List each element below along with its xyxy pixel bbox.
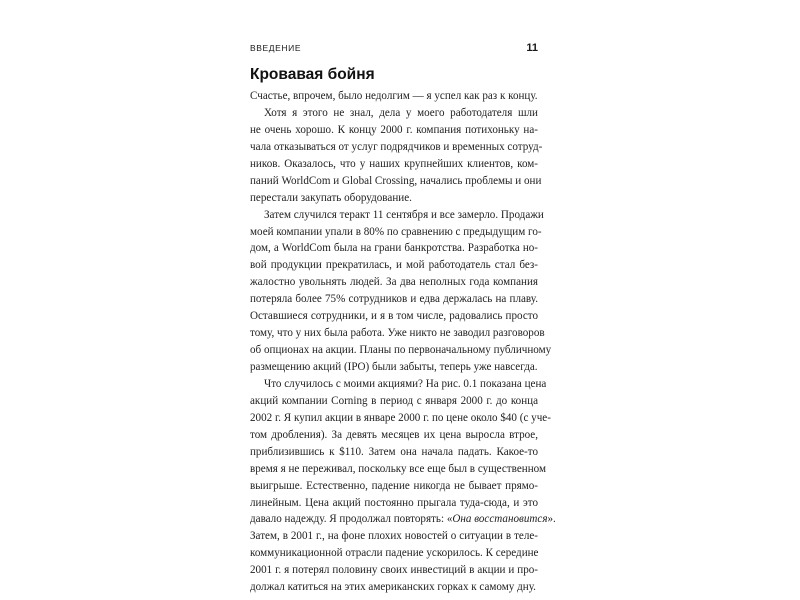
paragraph-4-line: акций компании Corning в период с января 2000 г. до конца <box>250 394 538 407</box>
paragraph-4-line: линейным. Цена акций постоянно прыгала туда-сюда, и это <box>250 496 538 509</box>
paragraph-3-line: дом, а WorldCom была на грани банкротства. Разработка но- <box>250 242 538 255</box>
paragraph-4-line: Затем, в 2001 г., на фоне плохих новостей о ситуации в теле- <box>250 530 538 543</box>
paragraph-4-line: должал катиться на этих американских горках к самому дну. <box>250 581 536 594</box>
paragraph-4-line: выигрыше. Естественно, падение никогда не бывает прямо- <box>250 479 538 492</box>
paragraph-2-line: перестали закупать оборудование. <box>250 191 412 204</box>
paragraph-3-line: жалостно увольнять людей. За два неполных года компания <box>250 276 538 289</box>
paragraph-3-line: Затем случился теракт 11 сентября и все замерло. Продажи <box>264 208 544 221</box>
paragraph-3-line: размещению акций (IPO) были забыты, теперь уже навсегда. <box>250 361 538 373</box>
paragraph-2-line: паний WorldCom и Global Crossing, начались проблемы и они <box>250 174 542 187</box>
paragraph-4-line <box>250 511 556 528</box>
paragraph-2-line: Хотя я этого не знал, дела у моего работодателя шли <box>264 106 538 119</box>
paragraph-4-line: коммуникационной отрасли падение ускорилось. К середине <box>250 547 539 560</box>
paragraph-3-line: Оставшиеся сотрудники, и я в том числе, радовались просто <box>250 310 538 323</box>
paragraph-2-line: чала отказываться от услуг подрядчиков и временных сотруд- <box>250 140 543 153</box>
paragraph-3-line: тому, что у них была работа. Уже никто не заводил разговоров <box>250 327 545 340</box>
paragraph-2-line: ников. Оказалось, что у наших крупнейших клиентов, ком- <box>250 157 538 170</box>
paragraph-4-line: 2002 г. Я купил акции в январе 2000 г. по цене около $40 (с уче- <box>250 411 551 424</box>
paragraph-3-line: вой продукции прекратилась, и мой работодатель стал без- <box>250 259 538 272</box>
running-head <box>250 42 538 56</box>
paragraph-3-line: об опционах на акции. Планы по первоначальному публичному <box>250 344 552 357</box>
paragraph-4-line: том дробления). За девять месяцев их цена выросла втрое, <box>250 428 538 441</box>
italic-quote: Она восстановится <box>452 513 548 526</box>
paragraph-1-line: Счастье, впрочем, было недолгим — я успел как раз к концу. <box>250 90 538 102</box>
section-label: ВВЕДЕНИЕ <box>250 43 302 53</box>
paragraph-4-line: время я не переживал, поскольку все еще был в существенном <box>250 462 546 475</box>
paragraph-4-line: Что случилось с моими акциями? На рис. 0.1 показана цена <box>264 377 547 390</box>
paragraph-3-line: моей компании упали в 80% по сравнению с предыдущим го- <box>250 225 542 238</box>
chapter-heading: Кровавая бойня <box>250 66 375 83</box>
paragraph-4-line: 2001 г. я потерял половину своих инвестиций в акции и про- <box>250 564 538 577</box>
paragraph-3-line: потеряла более 75% сотрудников и едва держалась на плаву. <box>250 293 538 306</box>
paragraph-4-line: приблизившись к $110. Затем она начала падать. Какое-то <box>250 445 538 458</box>
page-number: 11 <box>526 42 538 54</box>
body-text <box>250 88 556 596</box>
paragraph-2-line: не очень хорошо. К концу 2000 г. компания потихоньку на- <box>250 123 538 136</box>
quote-lead-text: давало надежду. Я продолжал повторять: « <box>250 513 453 526</box>
quote-close-text: ». <box>547 513 556 526</box>
